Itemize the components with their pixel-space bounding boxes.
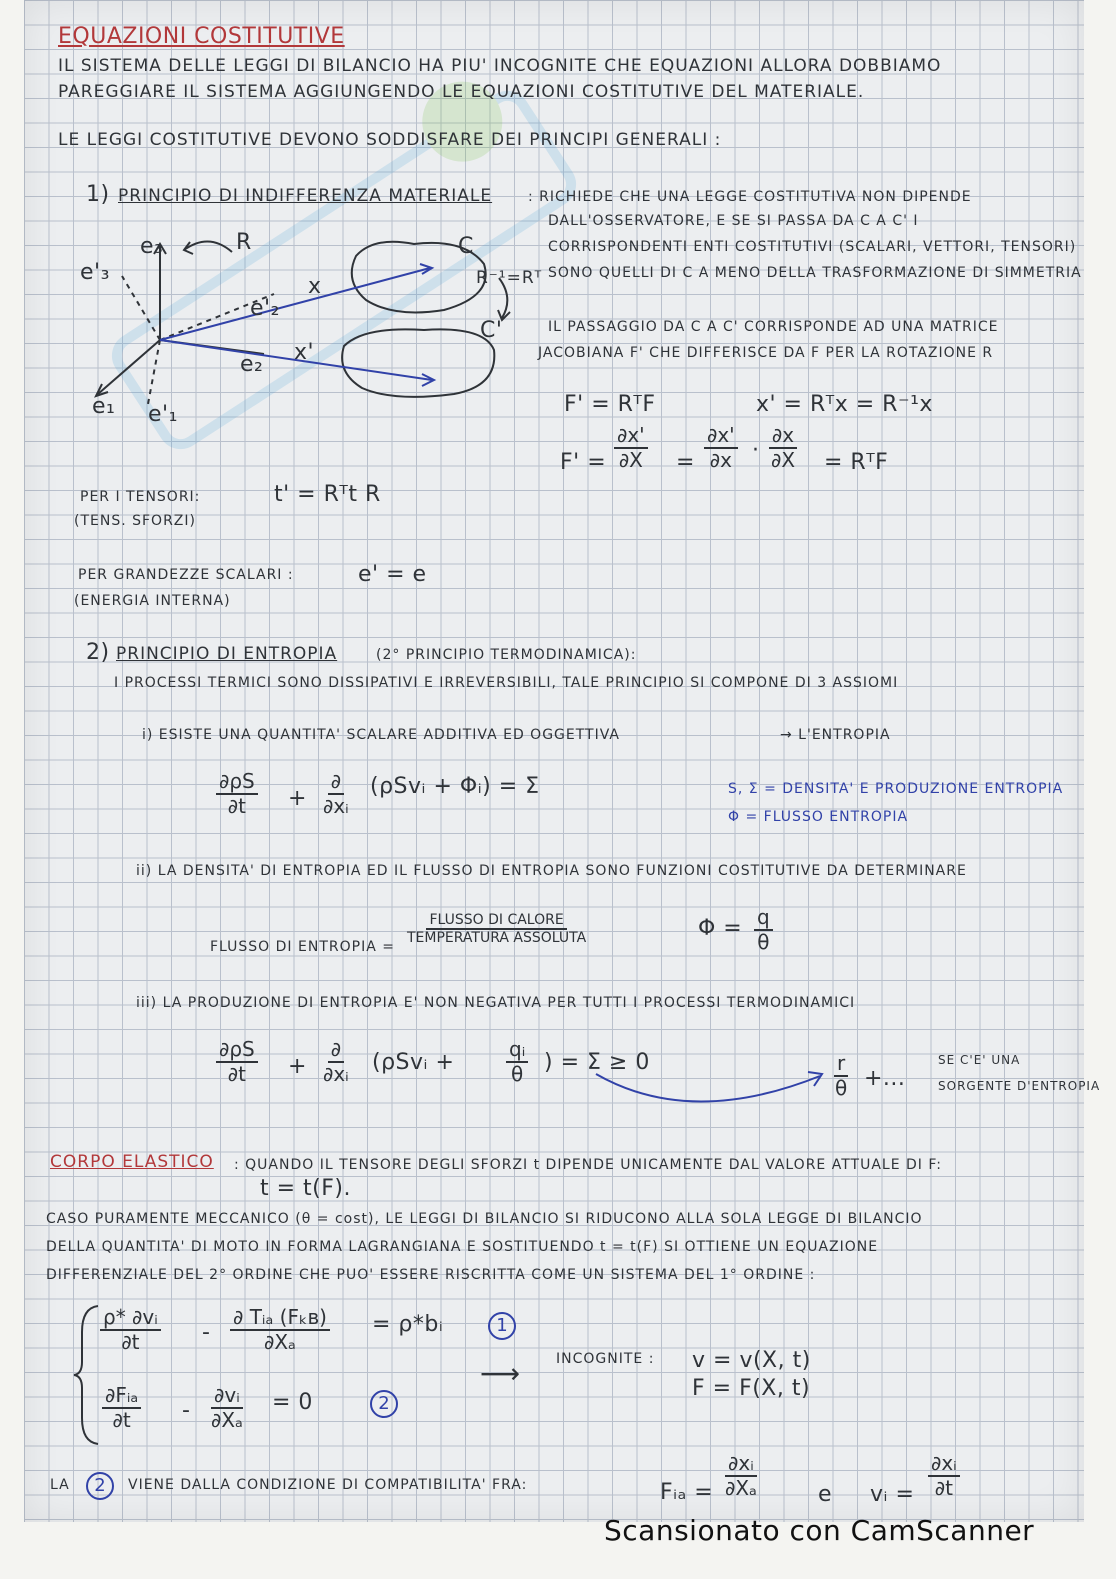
fraction-r-theta: $\frac{r}{\theta}$ <box>835 1051 848 1100</box>
flux-equation-lhs: Φ = <box>698 916 743 941</box>
compatibility-eq1-lhs: Fᵢₐ = <box>660 1480 714 1505</box>
principle-1-desc-4: SONO QUELLI DI C A MENO DELLA TRASFORMAZIONE DI SIMMETRIA <box>548 265 1082 281</box>
label-R: R <box>236 230 252 255</box>
unknown-v: v = v(X, t) <box>692 1348 811 1373</box>
principle-1-desc-1: : RICHIEDE CHE UNA LEGGE COSTITUTIVA NON DIPENDE <box>528 189 972 205</box>
system-eq2-term2: $\frac{\text{∂vᵢ}}{\text{∂Xₐ}}$ <box>211 1383 243 1432</box>
label-C-prime: C' <box>480 318 503 343</box>
principle-1-number: 1) <box>86 182 110 207</box>
label-e3: e₃ <box>140 234 164 259</box>
compatibility-text: VIENE DALLA CONDIZIONE DI COMPATIBILITA' FRA: <box>128 1477 528 1493</box>
elastic-text-3: DIFFERENZIALE DEL 2° ORDINE CHE PUO' ESSERE RISCRITTA COME UN SISTEMA DEL 1° ORDINE : <box>46 1267 816 1283</box>
elastic-definition-equation: t = t(F). <box>260 1176 351 1201</box>
fraction-dx-prime-dx: $\frac{\partial x'}{\partial x}$ <box>704 424 738 472</box>
scalar-sublabel: (ENERGIA INTERNA) <box>74 593 231 609</box>
equation-jacobian-lhs: F' = <box>560 450 607 475</box>
system-implies-arrow: ⟶ <box>480 1357 521 1390</box>
axiom-i-plus: + <box>288 786 307 811</box>
legend-density: S, Σ = DENSITA' E PRODUZIONE ENTROPIA <box>728 781 1064 797</box>
equation-dot: · <box>752 438 760 463</box>
equation-equals: = <box>676 450 695 475</box>
source-term-arrow <box>590 1066 830 1110</box>
fraction-dx-dX: $\frac{\partial x}{\partial X}$ <box>768 424 798 472</box>
principle-1-desc-2: DALL'OSSERVATORE, E SE SI PASSA DA C A C' I <box>548 213 919 229</box>
principle-2-line: I PROCESSI TERMICI SONO DISSIPATIVI E IRREVERSIBILI, TALE PRINCIPIO SI COMPONE DI 3 ASSIOMI <box>114 675 899 691</box>
axiom-iii-plus: + <box>288 1054 307 1079</box>
scalar-label: PER GRANDEZZE SCALARI : <box>78 567 294 583</box>
fraction-drhoS-dt-2: $\frac{\partial\rho S}{\partial t}$ <box>216 1038 258 1086</box>
label-e1-prime: e'₁ <box>148 402 178 427</box>
elastic-title: CORPO ELASTICO <box>50 1152 214 1172</box>
label-x: x <box>308 274 322 299</box>
unknown-F: F = F(X, t) <box>692 1376 811 1401</box>
system-eq2-marker: 2 <box>370 1390 398 1418</box>
compatibility-eq2-lhs: vᵢ = <box>870 1482 915 1507</box>
axiom-iii-equation-end: ) = Σ ≥ 0 <box>544 1050 650 1075</box>
principle-2-number: 2) <box>86 640 110 665</box>
axiom-i-equation-rest: (ρSvᵢ + Φᵢ) = Σ <box>370 774 540 799</box>
fraction-drhoS-dt: $\frac{\partial\rho S}{\partial t}$ <box>216 770 258 818</box>
legend-flux: Φ = FLUSSO ENTROPIA <box>728 809 909 825</box>
axiom-iii-equation: (ρSvᵢ + <box>372 1050 455 1075</box>
elastic-text-1: CASO PURAMENTE MECCANICO (θ = cost), LE LEGGI DI BILANCIO SI RIDUCONO ALLA SOLA LEGGE DI BILANCIO <box>46 1211 923 1227</box>
label-C: C <box>458 234 474 259</box>
compatibility-and: e <box>818 1482 833 1507</box>
page-title: EQUAZIONI COSTITUTIVE <box>58 24 345 49</box>
flux-label: FLUSSO DI ENTROPIA = <box>210 939 395 955</box>
compatibility-prefix: LA <box>50 1477 70 1493</box>
tensor-sublabel: (TENS. SFORZI) <box>74 513 196 529</box>
system-eq1-rhs: = ρ*bᵢ <box>372 1312 444 1337</box>
system-eq2-term1: ∂Fᵢₐ ∂t <box>102 1384 141 1432</box>
compatibility-marker: 2 <box>86 1472 114 1500</box>
principle-1-title: PRINCIPIO DI INDIFFERENZA MATERIALE <box>118 186 493 206</box>
tensor-equation: t' = Rᵀt R <box>274 482 381 507</box>
equation-F-prime: F' = RᵀF <box>564 392 656 417</box>
scanner-footer: Scansionato con CamScanner <box>604 1514 1035 1547</box>
label-e3-prime: e'₃ <box>80 260 110 285</box>
label-e2-prime: e'₂ <box>250 296 280 321</box>
principle-2-title-rest: (2° PRINCIPIO TERMODINAMICA): <box>376 647 637 663</box>
equation-jacobian-rhs: = RᵀF <box>824 450 889 475</box>
notebook-page <box>24 0 1101 1522</box>
axiom-i-text: i) ESISTE UNA QUANTITA' SCALARE ADDITIVA ED OGGETTIVA <box>142 727 620 743</box>
label-e2: e₂ <box>240 352 264 377</box>
label-R-inverse: R⁻¹=Rᵀ <box>476 268 543 288</box>
passage-line-1: IL PASSAGGIO DA C A C' CORRISPONDE AD UNA MATRICE <box>548 319 999 335</box>
unknowns-label: INCOGNITE : <box>556 1351 655 1367</box>
system-brace <box>72 1302 102 1448</box>
flux-definition-fraction: FLUSSO DI CALORE TEMPERATURA ASSOLUTA <box>407 912 587 947</box>
fraction-dxi-dt: $\frac{\text{∂xᵢ}}{\partial t}$ <box>928 1452 960 1500</box>
passage-line-2: JACOBIANA F' CHE DIFFERISCE DA F PER LA ROTAZIONE R <box>538 345 994 361</box>
fraction-dxi-dXA: $\frac{\text{∂xᵢ}}{\text{∂Xₐ}}$ <box>725 1451 757 1500</box>
system-eq2-rhs: = 0 <box>272 1390 313 1415</box>
elastic-text-2: DELLA QUANTITA' DI MOTO IN FORMA LAGRANGIANA E SOSTITUENDO t = t(F) SI OTTIENE UN EQUAZIONE <box>46 1239 879 1255</box>
axiom-i-arrow: → L'ENTROPIA <box>780 727 891 743</box>
axiom-iii-text: iii) LA PRODUZIONE DI ENTROPIA E' NON NEGATIVA PER TUTTI I PROCESSI TERMODINAMICI <box>136 995 856 1011</box>
system-eq1-term2: ∂ Tᵢₐ (Fₖʙ) ∂Xₐ <box>230 1306 330 1354</box>
fraction-q-theta: $\frac{q}{\theta}$ <box>754 906 773 954</box>
intro-line-1: IL SISTEMA DELLE LEGGI DI BILANCIO HA PIU' INCOGNITE CHE EQUAZIONI ALLORA DOBBIAMO <box>58 56 942 76</box>
principle-1-desc-3: CORRISPONDENTI ENTI COSTITUTIVI (SCALARI, VETTORI, TENSORI) <box>548 239 1077 255</box>
fraction-d-dxi: ∂ ∂xᵢ <box>323 769 349 818</box>
label-e1: e₁ <box>92 394 116 419</box>
principles-intro: LE LEGGI COSTITUTIVE DEVONO SODDISFARE DEI PRINCIPI GENERALI : <box>58 130 722 150</box>
source-note-2: SORGENTE D'ENTROPIA <box>938 1079 1101 1093</box>
source-term-plus: +... <box>864 1066 906 1091</box>
intro-line-2: PAREGGIARE IL SISTEMA AGGIUNGENDO LE EQUAZIONI COSTITUTIVE DEL MATERIALE. <box>58 82 865 102</box>
fraction-qi-theta: $\frac{\text{qᵢ}}{\theta}$ <box>506 1038 528 1086</box>
scalar-equation: e' = e <box>358 562 427 587</box>
system-eq1-minus: - <box>202 1320 211 1345</box>
tensor-label: PER I TENSORI: <box>80 489 201 505</box>
label-x-prime: x' <box>294 340 315 365</box>
principle-2-title: PRINCIPIO DI ENTROPIA <box>116 644 338 664</box>
source-note-1: SE C'E' UNA <box>938 1053 1021 1067</box>
system-eq1-term1: $\frac{\text{ρ* ∂vᵢ}}{\partial t}$ <box>100 1306 161 1354</box>
elastic-definition: : QUANDO IL TENSORE DEGLI SFORZI t DIPENDE UNICAMENTE DAL VALORE ATTUALE DI F: <box>234 1157 943 1173</box>
fraction-d-dxi-2: ∂ ∂xᵢ <box>323 1037 349 1086</box>
system-eq1-marker: 1 <box>488 1312 516 1340</box>
fraction-dx-prime-dX: $\frac{\partial x'}{\partial X}$ <box>614 424 648 472</box>
equation-x-prime: x' = Rᵀx = R⁻¹x <box>756 392 933 417</box>
axiom-ii-text: ii) LA DENSITA' DI ENTROPIA ED IL FLUSSO DI ENTROPIA SONO FUNZIONI COSTITUTIVE DA DETERMINARE <box>136 863 967 879</box>
system-eq2-minus: - <box>182 1398 191 1423</box>
